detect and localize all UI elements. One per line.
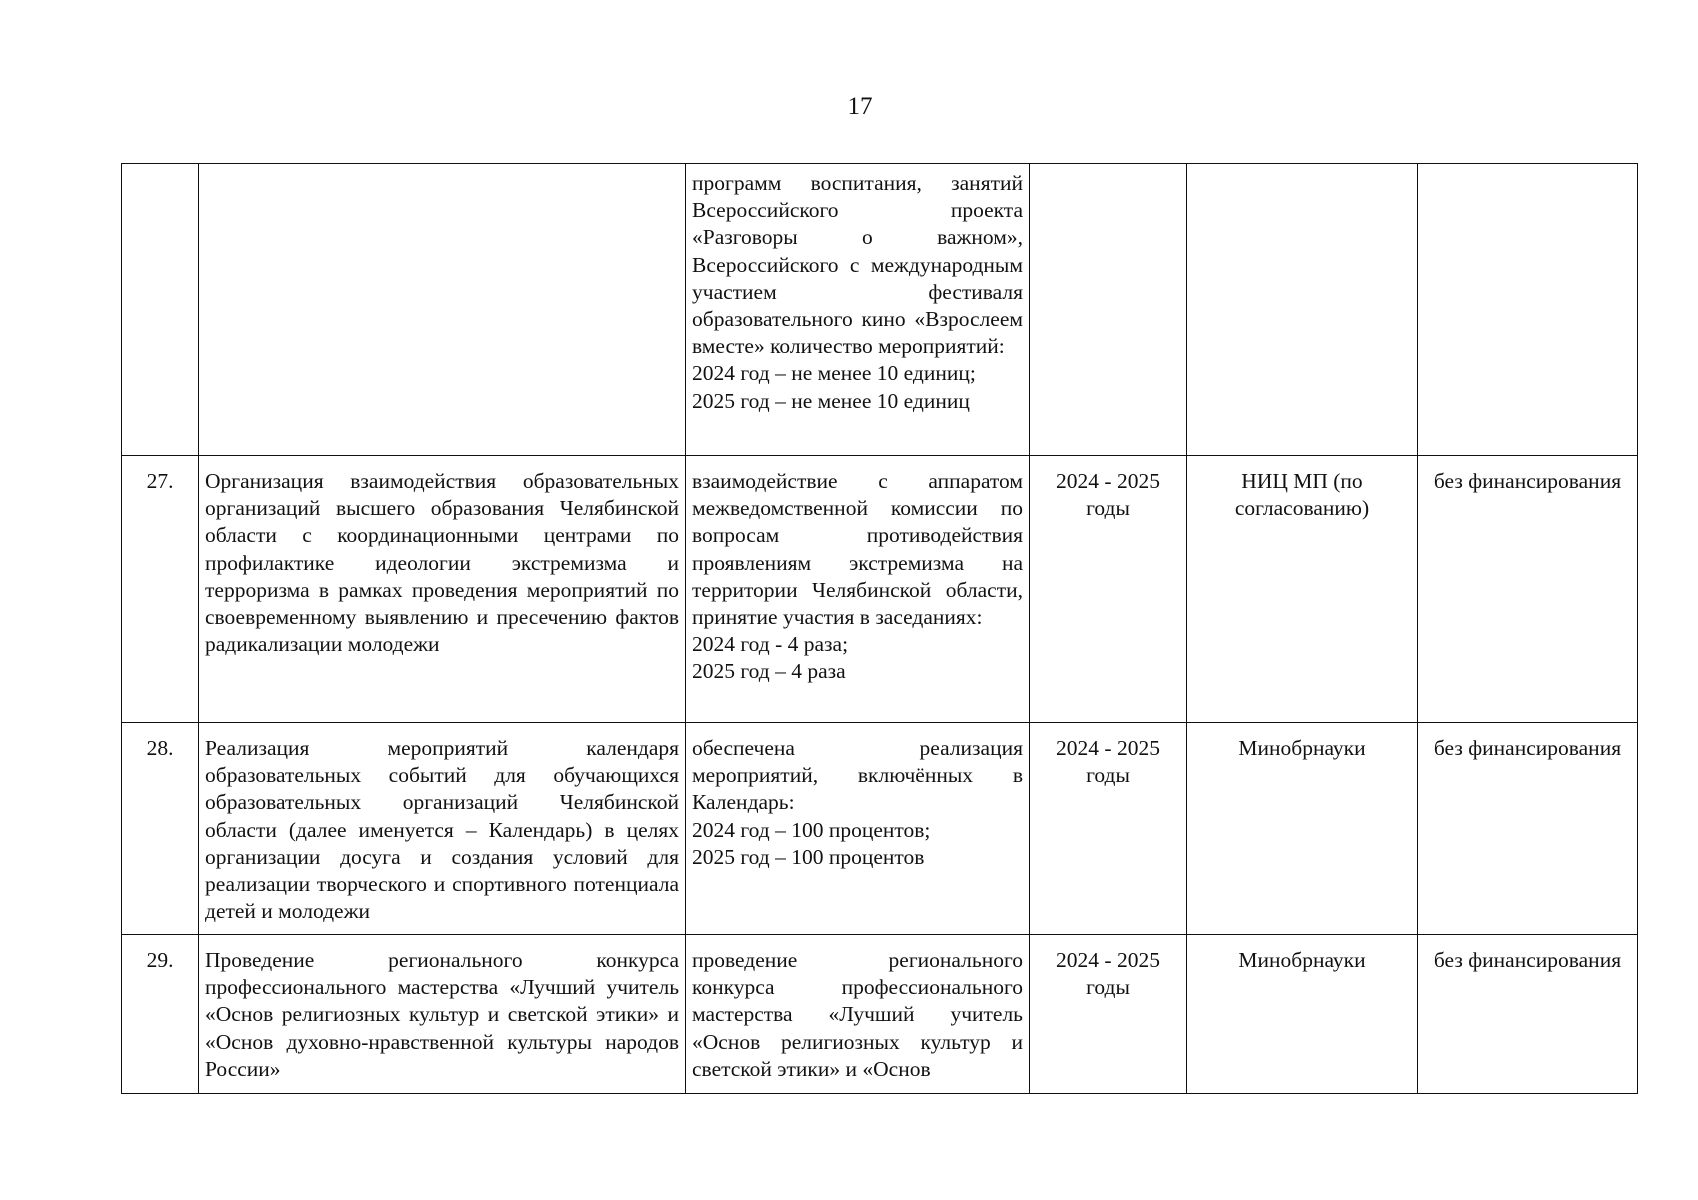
result-text: программ воспитания, занятий Всероссийского проекта «Разговоры о важном», Всероссийского с международным участием фестиваля образовательного кино «Взрослеем вместе» количество мероприятий: bbox=[692, 171, 1023, 359]
financing-cell bbox=[1418, 164, 1638, 456]
row-number: 28. bbox=[122, 723, 199, 935]
result-line: 2025 год – 4 раза bbox=[692, 659, 846, 684]
result-line: 2025 год – не менее 10 единиц bbox=[692, 388, 970, 413]
row-number: 29. bbox=[122, 935, 199, 1094]
financing-cell: без финансирования bbox=[1418, 723, 1638, 935]
financing-cell: без финансирования bbox=[1418, 456, 1638, 723]
table-row bbox=[122, 456, 1638, 723]
event-cell bbox=[199, 164, 686, 456]
plan-table bbox=[121, 163, 1638, 1094]
table-row bbox=[122, 164, 1638, 456]
event-cell: Реализация мероприятий календаря образовательных событий для обучающихся образовательных организаций Челябинской области (далее именуется – Календарь) в целях организации досуга и создания условий для реализации творческого и спортивного потенциала детей и молодежи bbox=[199, 723, 686, 935]
result-line: 2024 год – 100 процентов; bbox=[692, 817, 931, 842]
period-cell: 2024 - 2025 годы bbox=[1030, 935, 1187, 1094]
result-line: 2024 год – не менее 10 единиц; bbox=[692, 361, 976, 386]
result-text: обеспечена реализация мероприятий, включённых в Календарь: bbox=[692, 736, 1023, 815]
result-cell bbox=[686, 164, 1030, 456]
result-cell bbox=[686, 456, 1030, 723]
row-number: 27. bbox=[122, 456, 199, 723]
table-row bbox=[122, 723, 1638, 935]
period-cell: 2024 - 2025 годы bbox=[1030, 723, 1187, 935]
result-cell bbox=[686, 935, 1030, 1094]
period-cell bbox=[1030, 164, 1187, 456]
financing-cell: без финансирования bbox=[1418, 935, 1638, 1094]
table-row bbox=[122, 935, 1638, 1094]
result-line: 2025 год – 100 процентов bbox=[692, 844, 925, 869]
event-cell: Проведение регионального конкурса профессионального мастерства «Лучший учитель «Основ религиозных культур и светской этики» и «Основ духовно-нравственной культуры народов России» bbox=[199, 935, 686, 1094]
page-number: 17 bbox=[847, 93, 873, 120]
period-cell: 2024 - 2025 годы bbox=[1030, 456, 1187, 723]
responsible-cell: Минобрнауки bbox=[1187, 935, 1418, 1094]
event-cell: Организация взаимодействия образовательных организаций высшего образования Челябинской области с координационными центрами по профилактике идеологии экстремизма и терроризма в рамках проведения мероприятий по своевременному выявлению и пресечению фактов радикализации молодежи bbox=[199, 456, 686, 723]
result-text: проведение регионального конкурса профессионального мастерства «Лучший учитель «Основ религиозных культур и светской этики» и «Основ bbox=[692, 948, 1023, 1081]
result-cell bbox=[686, 723, 1030, 935]
result-text: взаимодействие с аппаратом межведомственной комиссии по вопросам противодействия проявлениям экстремизма на территории Челябинской области, принятие участия в заседаниях: bbox=[692, 469, 1023, 630]
responsible-cell: НИЦ МП (по согласованию) bbox=[1187, 456, 1418, 723]
responsible-cell: Минобрнауки bbox=[1187, 723, 1418, 935]
result-line: 2024 год - 4 раза; bbox=[692, 632, 849, 657]
row-number bbox=[122, 164, 199, 456]
responsible-cell bbox=[1187, 164, 1418, 456]
